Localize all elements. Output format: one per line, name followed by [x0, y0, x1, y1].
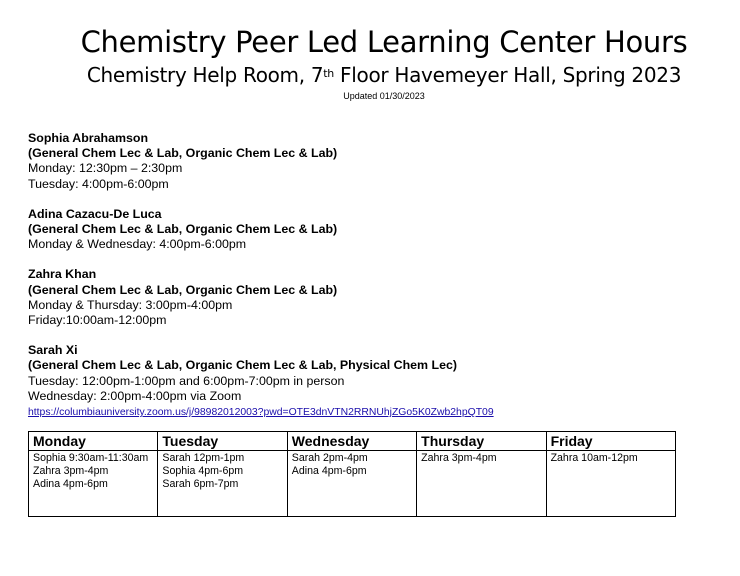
tutor-name: Sarah Xi	[28, 343, 78, 358]
tutor-hours: Tuesday: 12:00pm-1:00pm and 6:00pm-7:00pm in person	[28, 373, 345, 388]
schedule-entry: Zahra 3pm-4pm	[421, 452, 497, 464]
schedule-header-thursday: Thursday	[417, 432, 546, 451]
updated-date: Updated 01/30/2023	[343, 91, 425, 101]
tutor-hours: Friday:10:00am-12:00pm	[28, 313, 167, 328]
tutor-name: Zahra Khan	[28, 267, 97, 282]
schedule-row	[29, 451, 676, 517]
subtitle-ordinal: th	[323, 67, 334, 80]
tutor-entry	[28, 267, 718, 328]
schedule-header-wednesday: Wednesday	[287, 432, 416, 451]
tutor-courses: (General Chem Lec & Lab, Organic Chem Lec & Lab)	[28, 222, 338, 237]
schedule-header-friday: Friday	[546, 432, 675, 451]
subtitle-location: Chemistry Help Room, 7	[86, 63, 324, 87]
zoom-link[interactable]: https://columbiauniversity.zoom.us/j/98982012003?pwd=OTE3dnVTN2RRNUhjZGo5K0Zwb2hpQT09	[28, 407, 494, 419]
tutor-list	[28, 131, 718, 435]
tutor-entry	[28, 343, 718, 420]
tutor-name: Sophia Abrahamson	[28, 131, 149, 145]
schedule-entry: Sophia 4pm-6pm	[162, 465, 244, 477]
schedule-entry: Sophia 9:30am-11:30am	[33, 452, 149, 464]
schedule-entry: Sarah 2pm-4pm	[291, 452, 368, 464]
schedule-header-monday: Monday	[29, 432, 158, 451]
tutor-hours: Tuesday: 4:00pm-6:00pm	[28, 176, 169, 191]
schedule-entry: Zahra 10am-12pm	[550, 452, 638, 464]
tutor-entry	[28, 207, 718, 253]
tutor-hours: Monday & Wednesday: 4:00pm-6:00pm	[28, 237, 247, 252]
page-subtitle	[14, 62, 740, 88]
tutor-courses: (General Chem Lec & Lab, Organic Chem Lec & Lab)	[28, 146, 338, 161]
schedule-cell-tuesday	[158, 451, 287, 517]
schedule-entry: Adina 4pm-6pm	[291, 465, 367, 477]
tutor-courses: (General Chem Lec & Lab, Organic Chem Lec & Lab, Physical Chem Lec)	[28, 358, 457, 373]
tutor-hours: Monday: 12:30pm – 2:30pm	[28, 161, 183, 176]
schedule-cell-wednesday	[287, 451, 416, 517]
page-title: Chemistry Peer Led Learning Center Hours	[80, 25, 688, 59]
schedule-entry: Sarah 12pm-1pm	[162, 452, 245, 464]
schedule-entry: Sarah 6pm-7pm	[162, 478, 239, 490]
schedule-cell-friday	[546, 451, 675, 517]
schedule-cell-monday	[29, 451, 158, 517]
tutor-hours: Wednesday: 2:00pm-4:00pm via Zoom	[28, 388, 242, 403]
schedule-header-tuesday: Tuesday	[158, 432, 287, 451]
schedule-cell-thursday	[417, 451, 546, 517]
schedule-entry: Zahra 3pm-4pm	[33, 465, 109, 477]
tutor-name: Adina Cazacu-De Luca	[28, 206, 162, 221]
subtitle-building-term: Floor Havemeyer Hall, Spring 2023	[333, 63, 682, 87]
tutor-courses: (General Chem Lec & Lab, Organic Chem Lec & Lab)	[28, 282, 338, 297]
tutor-entry	[28, 131, 718, 192]
schedule-entry: Adina 4pm-6pm	[33, 478, 108, 490]
tutor-hours: Monday & Thursday: 3:00pm-4:00pm	[28, 297, 233, 312]
schedule-header-row	[29, 432, 676, 451]
weekly-schedule-table	[28, 431, 676, 517]
